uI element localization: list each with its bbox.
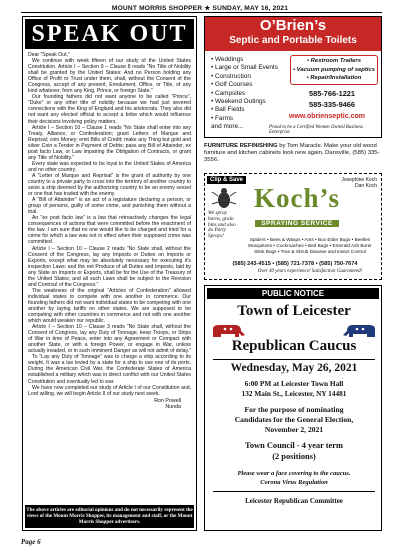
speak-out-paragraph: The weakness of the original “Articles of Confederation” allowed individual states to compete with one another in commerce. Our founding fathers did not want individual states to be competing with one another by laying tariffs on other states. We are supposed to be competing with other countries in commerce and not with one another which would weaken our republic. xyxy=(28,287,191,325)
obriens-ad xyxy=(204,16,382,138)
obriens-tagline: Proud to be a Certified Women Owned Business Enterprise xyxy=(269,125,364,135)
caucus-purpose-1: For the purpose of nominating xyxy=(244,405,344,414)
kochs-subtitle: SPRAYING SERVICE xyxy=(255,220,339,227)
obriens-services-list xyxy=(211,56,278,132)
speak-out-paragraph: Our founding fathers did not want anyone to be called “Prince”, “Duke” or any other title of nobility because we had just severed connections with the King of England and his aristocrats. They also did not want any elected official to accept a bribe which would influence their decisions involving policy matters. xyxy=(28,94,191,125)
page-header: MOUNT MORRIS SHOPPER ★ SUNDAY, MAY 16, 2021 xyxy=(111,5,289,12)
obriens-services-box xyxy=(290,55,378,85)
obriens-subtitle: Septic and Portable Toilets xyxy=(229,35,357,46)
public-notice-bar: PUBLIC NOTICE xyxy=(207,288,379,299)
speak-out-paragraph: An “ex post facto law” is a law that retroactively changes the legal consequences of actions that were committed before the enactment of the law. I am sure that no one would like to be charged and tried for a crime for which a law was not in effect when their supposed crime was committed. xyxy=(28,215,191,246)
speak-out-paragraph: A “Bill of Attainder” is an act of a legislature declaring a person, or group of persons, guilty of some crime, and punishing them without a trial. xyxy=(28,197,191,216)
signature-town: Nunda xyxy=(165,403,181,410)
caucus-note-1: Please wear a face covering to the caucus. xyxy=(237,470,351,477)
public-notice xyxy=(204,285,382,531)
speak-out-title: SPEAK OUT xyxy=(25,19,194,49)
kochs-ad xyxy=(204,173,382,280)
list-item: • Golf Courses xyxy=(211,81,253,89)
speak-out-paragraph: We have now completed our study of Article I of our Constitution and, Lord willing, we will begin Article II of our study next week. xyxy=(28,384,191,397)
speak-out-paragraph: We continue with week fifteen of our study of the United States Constitution. Article I – Section 9 – Clause 8 reads “No Title of Nobility shall be granted by the United States: And no Person holding any Office of Profit or Trust under them, shall, without the Consent of the Congress, accept of any present, Emolument, Office, or Title, of any kind whatever, from any King, Prince, or foreign State.” xyxy=(28,58,191,95)
kochs-pests xyxy=(241,237,379,255)
spray-bug-icon xyxy=(211,186,237,210)
speak-out-paragraph: A “Letter of Marque and Reprisal” is the grant of authority by one country to a private party to cross into the territory of another country to seize a ship deemed by the authorizing country to be an enemy vessel or one that has traded with the enemy. xyxy=(28,172,191,198)
caucus-office-2: (2 positions) xyxy=(272,452,316,461)
header-rule xyxy=(21,12,382,13)
obriens-website: www.obrienseptic.com xyxy=(289,113,365,120)
list-item: • Vacuum pumping of septics xyxy=(292,66,376,73)
list-item: • Farms xyxy=(211,114,234,122)
kochs-side-text: We spray barns, grain bins and also do Party Sprays! xyxy=(208,210,236,240)
signature-name: Ron Powell xyxy=(154,397,181,404)
kochs-phones: (585) 243-4515 • (585) 721-7378 • (585) 750-7674 xyxy=(232,261,358,267)
public-notice-town: Town of Leicester xyxy=(237,303,351,319)
caucus-purpose-2: Candidates for the General Election, xyxy=(234,415,354,424)
caucus-committee: Leicester Republican Committee xyxy=(245,497,343,505)
furniture-heading: FURNITURE REFINISHING xyxy=(204,143,278,149)
obriens-title: O’Brien’s xyxy=(259,17,327,34)
kochs-satisfaction: Over 40 years experience! Satisfaction Guaranteed! xyxy=(257,269,363,274)
list-item: • Restroom Trailers xyxy=(306,58,361,64)
list-item: and more... xyxy=(211,123,244,131)
page-number: Page 6 xyxy=(21,538,41,546)
list-item: • Campsites xyxy=(211,89,246,97)
divider xyxy=(213,491,375,492)
editorial-disclaimer: The above articles are editorial opinions and do not necessarily represent the views of the Mount Morris Shopper, its management and staff, or the Mount Morris Shopper advertisers. xyxy=(25,505,194,528)
clip-save-label: Clip & Save xyxy=(207,176,246,184)
caucus-address: 132 Main St., Leicester, NY 14481 xyxy=(241,389,347,398)
speak-out-column xyxy=(22,16,197,531)
obriens-phone-1: 585-766-1221 xyxy=(309,89,356,98)
caucus-time-place: 6:00 PM at Leicester Town Hall xyxy=(244,379,344,388)
list-item: • Ball Fields xyxy=(211,106,245,114)
kochs-title: Koch’s xyxy=(254,183,340,213)
list-item: • Large or Small Events xyxy=(211,64,278,72)
speak-out-paragraph: Article I – Section 10 – Clause 3 reads “No State shall, without the Consent of Congress, lay any Duty of Tonnage, keep Troops, or Ships of War in time of Peace, enter into any Agreement or Compact with another State, or with a foreign Power, or engage in War, unless actually invaded, or in such imminent Danger as will not admit of delay.” xyxy=(28,324,191,355)
caucus-note-2: Corona Virus Regulation xyxy=(260,479,328,486)
caucus-date: Wednesday, May 26, 2021 xyxy=(230,362,358,374)
kochs-logo xyxy=(245,185,349,230)
furniture-classified xyxy=(204,143,382,165)
public-notice-caucus: Republican Caucus xyxy=(205,338,382,355)
list-item: • Repair/Installation xyxy=(306,75,362,82)
speak-out-paragraph: To “Lay any Duty of Tonnage” was to charge a ship according to its weight. It was a tax levied by a state for a ship to use one of its ports. During the American Civil War, the Confederate States of America established a military which was in direct conflict with our United States Constitution and eventually led to war. xyxy=(28,354,191,385)
list-item: • Construction xyxy=(211,72,251,80)
speak-out-paragraph: Every state was expected to be loyal to the United States of America and no other country. xyxy=(28,160,191,173)
speak-out-paragraph: Article I – Section 10 – Clause 1 reads “No State shall enter into any Treaty, Alliance, or Confederation; grant Letters of Marque and Reprisal; coin Money; emit Bills of Credit; make any Thing but gold and silver Coin a Tender in Payment of Debts; pass any Bill of Attainder, ex post facto Law, or Law impairing the Obligation of Contracts, or grant any Title of Nobility.” xyxy=(28,124,191,161)
caucus-purpose-3: November 2, 2021 xyxy=(264,425,324,434)
furniture-text: by Tom Maracle. Make your old wood furniture and kitchen cabinets look new again. Dansville, (585) 335-3556. xyxy=(204,143,380,164)
owner-name: Josephine Koch xyxy=(341,177,377,183)
list-item: • Weekend Outings xyxy=(211,98,266,106)
speak-out-paragraph: Article I – Section 10 – Clause 2 reads “No State shall, without the Consent of the Congress, lay any Imposts or Duties on Imports or Exports, except what may be absolutely necessary for executing it’s inspection Laws: and the net Produce of all Duties and Imposts, laid by any State on Imports or Exports, shall be for the Use of the Treasury of the United States; and all such Laws shall be subject to the Revision and Controul of the Congress.” xyxy=(28,245,191,288)
divider xyxy=(213,359,375,360)
signature xyxy=(28,398,191,410)
list-item: • Weddings xyxy=(211,56,244,63)
caucus-office-1: Town Council - 4 year term xyxy=(245,441,343,450)
obriens-phone-2: 585-335-9466 xyxy=(309,100,356,109)
obriens-header xyxy=(205,17,381,51)
pests-line: Spiders • Bees & Wasps • Ants • Box Elder Bugs • Beetles xyxy=(249,237,371,242)
pests-line: Mosquitoes • Cockroaches • Bed Bugs • Emerald Ash Borer xyxy=(248,243,372,248)
speak-out-body xyxy=(23,51,196,410)
speak-out-greeting: Dear “Speak Out,” xyxy=(28,52,70,58)
owner-name: Dan Koch xyxy=(355,183,377,189)
pests-line: Stink Bugs • Tree & Shrub Disease and Insect Control xyxy=(254,249,366,254)
